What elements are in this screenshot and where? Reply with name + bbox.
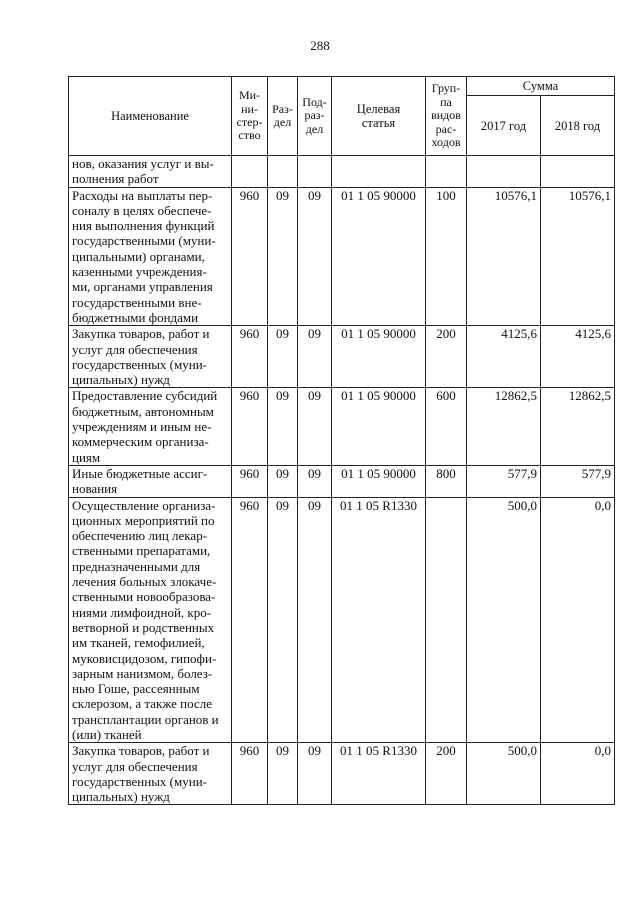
row-subsection: 09 (298, 326, 332, 388)
row-group: 200 (426, 326, 467, 388)
row-subsection: 09 (298, 465, 332, 497)
row-section: 09 (268, 497, 298, 743)
row-subsection: 09 (298, 743, 332, 805)
header-ministry: Ми- ни- стер- ство (232, 77, 268, 156)
row-target: 01 1 05 90000 (332, 465, 426, 497)
row-group: 600 (426, 388, 467, 465)
row-name: Иные бюджетные ассиг- нования (69, 465, 232, 497)
row-target (332, 156, 426, 188)
row-2017: 10576,1 (467, 187, 541, 326)
row-target: 01 1 05 90000 (332, 388, 426, 465)
row-subsection: 09 (298, 497, 332, 743)
row-target: 01 1 05 R1330 (332, 497, 426, 743)
row-section: 09 (268, 187, 298, 326)
header-name: Наименование (69, 77, 232, 156)
table-row (69, 465, 615, 497)
row-subsection: 09 (298, 388, 332, 465)
row-2017 (467, 156, 541, 188)
header-2018: 2018 год (541, 96, 615, 156)
row-ministry: 960 (232, 465, 268, 497)
row-group (426, 497, 467, 743)
row-2017: 500,0 (467, 743, 541, 805)
row-target: 01 1 05 90000 (332, 326, 426, 388)
row-name: Закупка товаров, работ и услуг для обеспечения государственных (муни- ципальных) нужд (69, 743, 232, 805)
table-row (69, 497, 615, 743)
row-name: Расходы на выплаты пер- соналу в целях обеспече- ния выполнения функций государственными (муни- ципальными) органами, казенными учреждения- ми, органами управления государственными вне- бюджетными фондами (69, 187, 232, 326)
header-target: Целевая статья (332, 77, 426, 156)
row-name: Осуществление организа- ционных мероприятий по обеспечению лиц лекар- ственными препаратами, предназначенными для лечения больных злокаче- ственными новообразова- ниями лимфоидной, кро- ветворной и родственных им тканей, гемофилией, муковисцидозом, гипофи- зарным нанизмом, болез- нью Гоше, рассеянным склерозом, а также после трансплантации органов и (или) тканей (69, 497, 232, 743)
row-subsection: 09 (298, 187, 332, 326)
row-ministry: 960 (232, 743, 268, 805)
row-2018 (541, 156, 615, 188)
row-2017: 500,0 (467, 497, 541, 743)
row-2017: 4125,6 (467, 326, 541, 388)
header-section: Раз- дел (268, 77, 298, 156)
table-row (69, 743, 615, 805)
row-2018: 10576,1 (541, 187, 615, 326)
row-group (426, 156, 467, 188)
row-ministry: 960 (232, 187, 268, 326)
row-2018: 12862,5 (541, 388, 615, 465)
row-section: 09 (268, 465, 298, 497)
row-ministry: 960 (232, 388, 268, 465)
row-2017: 577,9 (467, 465, 541, 497)
row-subsection (298, 156, 332, 188)
row-target: 01 1 05 R1330 (332, 743, 426, 805)
row-2018: 4125,6 (541, 326, 615, 388)
header-group: Груп- па видов рас- ходов (426, 77, 467, 156)
header-2017: 2017 год (467, 96, 541, 156)
row-2018: 0,0 (541, 497, 615, 743)
row-name: нов, оказания услуг и вы- полнения работ (69, 156, 232, 188)
table-header (69, 77, 615, 156)
row-section: 09 (268, 388, 298, 465)
row-ministry (232, 156, 268, 188)
row-group: 800 (426, 465, 467, 497)
header-sum: Сумма (467, 77, 615, 96)
row-group: 100 (426, 187, 467, 326)
table-row (69, 187, 615, 326)
row-ministry: 960 (232, 326, 268, 388)
row-name: Закупка товаров, работ и услуг для обеспечения государственных (муни- ципальных) нужд (69, 326, 232, 388)
row-group: 200 (426, 743, 467, 805)
header-subsection: Под- раз- дел (298, 77, 332, 156)
row-target: 01 1 05 90000 (332, 187, 426, 326)
row-2017: 12862,5 (467, 388, 541, 465)
row-section (268, 156, 298, 188)
table-row (69, 326, 615, 388)
row-section: 09 (268, 743, 298, 805)
row-ministry: 960 (232, 497, 268, 743)
page-number: 288 (310, 38, 330, 53)
row-section: 09 (268, 326, 298, 388)
table-row (69, 156, 615, 188)
row-2018: 577,9 (541, 465, 615, 497)
budget-table (68, 76, 615, 805)
row-name: Предоставление субсидий бюджетным, автономным учреждениям и иным не- коммерческим организа- циям (69, 388, 232, 465)
table-row (69, 388, 615, 465)
row-2018: 0,0 (541, 743, 615, 805)
